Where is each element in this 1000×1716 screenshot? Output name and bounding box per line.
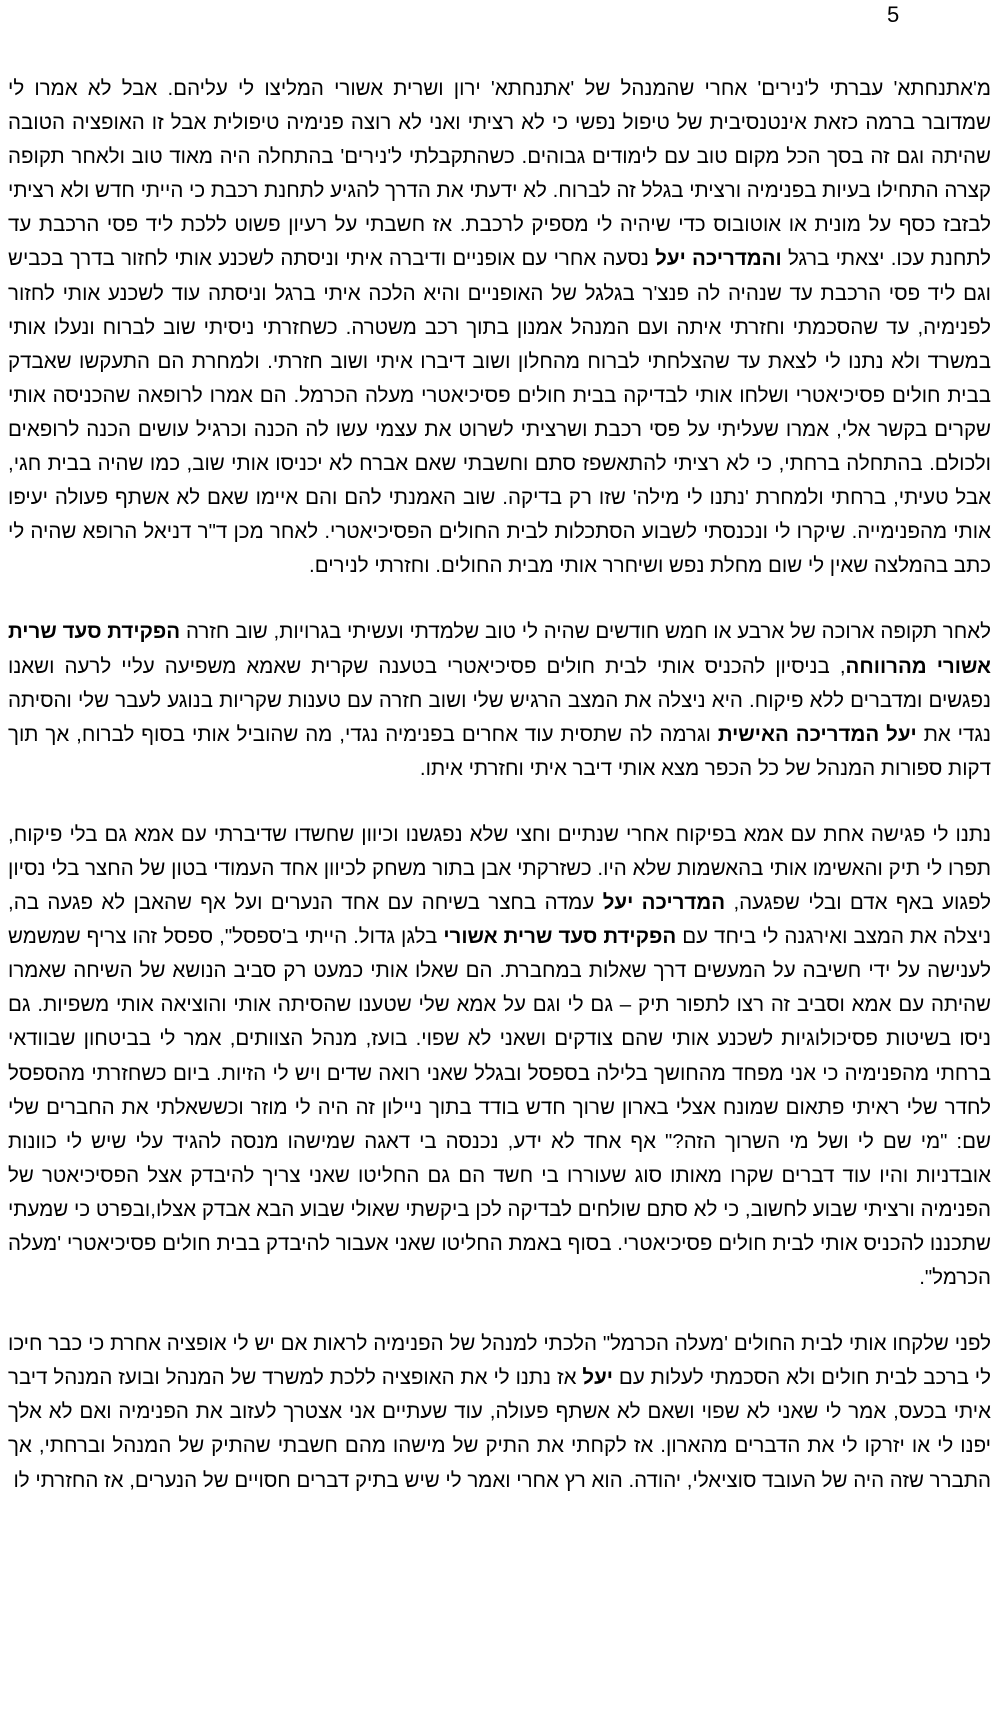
bold-name-text: המדריכה יעל bbox=[602, 891, 726, 915]
paragraph-text: לאחר תקופה ארוכה של ארבע או חמש חודשים שהיה לי טוב שלמדתי ועשיתי בגרויות, שוב חזרה bbox=[180, 620, 991, 644]
paragraph-text: עמדה בחצר בשיחה עם אחד הנערים ועל אף שהאבן לא פגעה בה, ניצלה את המצב ואירגנה לי ביחד עם bbox=[8, 891, 991, 949]
bold-name-text: והמדריכה יעל bbox=[655, 247, 782, 271]
bold-name-text: יעל המדריכה האישית bbox=[717, 722, 917, 746]
paragraph-text: וגרמה לה שתסית עוד אחרים בפנימיה נגדי, מה שהוביל אותי בסוף לברוח, אך תוך דקות ספורות המנהל של כל הכפר מצא אותי דיבר איתי וחזרתי איתו. bbox=[8, 722, 991, 780]
paragraph bbox=[8, 72, 991, 583]
paragraph bbox=[8, 615, 991, 785]
bold-name-text: הפקידת סעד שרית אשורי bbox=[443, 925, 677, 949]
paragraph-text: נסעה אחרי עם אופניים ודיברה איתי וניסתה לשכנע אותי לחזור בדרך בכביש וגם ליד פסי הרכבת עד שנהיה לה פנצ'ר בגלגל של האופניים והיא הלכה איתי ברגל וניסתה עוד לשכנע אותי לחזור לפנימיה, עד שהסכמתי וחזרתי איתה ועם המנהל אמנון בתוך רכב משטרה. כשחזרתי ניסיתי שוב לברוח ונעלו אותי במשרד ולא נתנו לי לצאת עד שהצלחתי לברוח מהחלון ושוב דיברו איתי ושוב חזרתי. ולמחרת הם התעקשו שאבדק בבית חולים פסיכיאטרי ושלחו אותי לבדיקה בבית חולים פסיכיאטרי מעלה הכרמל. הם אמרו לרופאה שהכניסה אותי שקרים בקשר אלי, אמרו שעליתי על פסי רכבת ושרציתי לשרוט את עצמי עשו לה הכנה וכרגיל עושים הכנה לרופאים ולכולם. בהתחלה ברחתי, כי לא רציתי להתאשפז סתם וחשבתי שאם אברח לא יכניסו אותי שוב, כמו שהיה בבית חגי, אבל טעיתי, ברחתי ולמחרת 'נתנו לי מילה' שזו רק בדיקה. שוב האמנתי להם והם איימו שאם לא אשתף פעולה יעיפו אותי מהפנימייה. שיקרו לי ונכנסתי לשבוע הסתכלות לבית החולים הפסיכיאטרי. לאחר מכן ד"ר דניאל הרופא שהיה לי כתב בהמלצה שאין לי שום מחלת נפש ושיחרר אותי מבית החולים. וחזרתי לנירים. bbox=[8, 247, 991, 578]
bold-name-text: יעל bbox=[582, 1366, 613, 1390]
paragraph bbox=[8, 818, 991, 1295]
document-body bbox=[8, 72, 991, 1498]
paragraph-text: מ'אתנחתא' עברתי ל'נירים' אחרי שהמנהל של 'אתנחתא' ירון ושרית אשורי המליצו לי עליהם. אבל לא אמרו לי שמדובר ברמה כזאת אינטנסיבית של טיפול נפשי כי לא רציתי ואני לא רוצה פנימיה טיפולית אבל זו האופציה הטובה שהיתה וגם זה בסך הכל מקום טוב עם לימודים גבוהים. כשהתקבלתי ל'נירים' בהתחלה היה מאוד טוב ולאחר תקופה קצרה התחילו בעיות בפנימיה ורציתי בגלל זה לברוח. לא ידעתי את הדרך להגיע לתחנת רכבת כי הייתי חדש ולא רציתי לבזבז כסף על מונית או אוטובוס כדי שיהיה לי מספיק לרכבת. אז חשבתי על רעיון פשוט ללכת ליד פסי הרכבת עד לתחנת עכו. יצאתי ברגל bbox=[8, 77, 991, 271]
paragraph-text: לפני שלקחו אותי לבית החולים 'מעלה הכרמל" הלכתי למנהל של הפנימיה לראות אם יש לי אופציה אחרת כי כבר חיכו לי ברכב לבית חולים ולא הסכמתי לעלות עם bbox=[8, 1332, 991, 1390]
paragraph-text: נתנו לי פגישה אחת עם אמא בפיקוח אחרי שנתיים וחצי שלא נפגשנו וכיוון שחשדו שדיברתי עם אמא גם בלי פיקוח, תפרו לי תיק והאשימו אותי בהאשמות שלא היו. כשזרקתי אבן בתור משחק לכיוון אחד העמודי בטון של החצר בלי נסיון לפגוע באף אדם ובלי שפגעה, bbox=[8, 822, 991, 915]
paragraph-text: בלגן גדול. הייתי ב'ספסל", ספסל זהו צריף שמשמש לענישה על ידי חשיבה על המעשים דרך שאלות במחברת. הם שאלו אותי כמעט רק סביב הנושא של השיחה שאמרו שהיתה עם אמא וסביב זה רצו לתפור תיק – גם לי וגם על אמא שלי שטענו שהסיתה אותי והוציאה אותי משפיות. גם ניסו בשיטות פסיכולוגיות לשכנע אותי שהם צודקים ושאני לא שפוי. בועז, מנהל הצוותים, אמר לי בביטחון שבוודאי ברחתי מהפנימיה כי אני מפחד מהחושך בלילה בספסל ובגלל שאני רואה שדים ויש לי הזיות. ביום כשחזרתי מהספסל לחדר שלי ראיתי פתאום שמונח אצלי בארון שרוך חדש בודד בתוך ניילון זה היה לי מוזר וכששאלתי את החברים שלי שם: "מי שם לי ושל מי השרוך הזה?" אף אחד לא ידע, נכנסה בי דאגה שמישהו מנסה להגיד עלי שיש לי כוונות אובדניות והיו עוד דברים שקרו מאותו סוג שעוררו בי חשד הם גם החליטו שאני צריך להיבדק אצל הפסיכיאטר של הפנימיה ורציתי שבוע לחשוב, כי לא סתם שולחים לבדיקה לכן ביקשתי שאולי שבוע הבא אבדק אצלו,ובפרט כי שמעתי שתכננו להכניס אותי לבית חולים פסיכיאטרי. בסוף באמת החליטו שאני אעבור להיבדק בבית חולים פסיכיאטרי 'מעלה הכרמל". bbox=[8, 925, 991, 1290]
paragraph-text: , בניסיון להכניס אותי לבית חולים פסיכיאטרי בטענה שקרית שאמא משפיעה עליי לרעה ושאנו נפגשים ומדברים ללא פיקוח. היא ניצלה את המצב הרגיש שלי ושוב חזרה עם טענות שקריות בנוגע לעבר שלי והסיתה נגדי את bbox=[8, 654, 991, 746]
paragraph-text: אז נתנו לי את האופציה ללכת למשרד של המנהל ובועז המנהל דיבר איתי בכעס, אמר לי שאני לא שפוי ושאם לא אשתף פעולה, עוד שעתיים אני אצטרך לעזוב את הפנימיה ואם לא אלך יפנו לי או יזרקו לי את הדברים מהארון. אז לקחתי את התיק של מישהו מהם חשבתי שהתיק של המנהל וברחתי, אך התברר שזה היה של העובד סוציאלי, יהודה. הוא רץ אחרי ואמר לי שיש בתיק דברים חסויים של הנערים, אז החזרתי לו bbox=[8, 1366, 991, 1492]
page-number: 5 bbox=[887, 2, 900, 27]
paragraph bbox=[8, 1327, 991, 1497]
bold-name-text: הפקידת סעד שרית אשורי מהרווחה bbox=[8, 620, 991, 678]
